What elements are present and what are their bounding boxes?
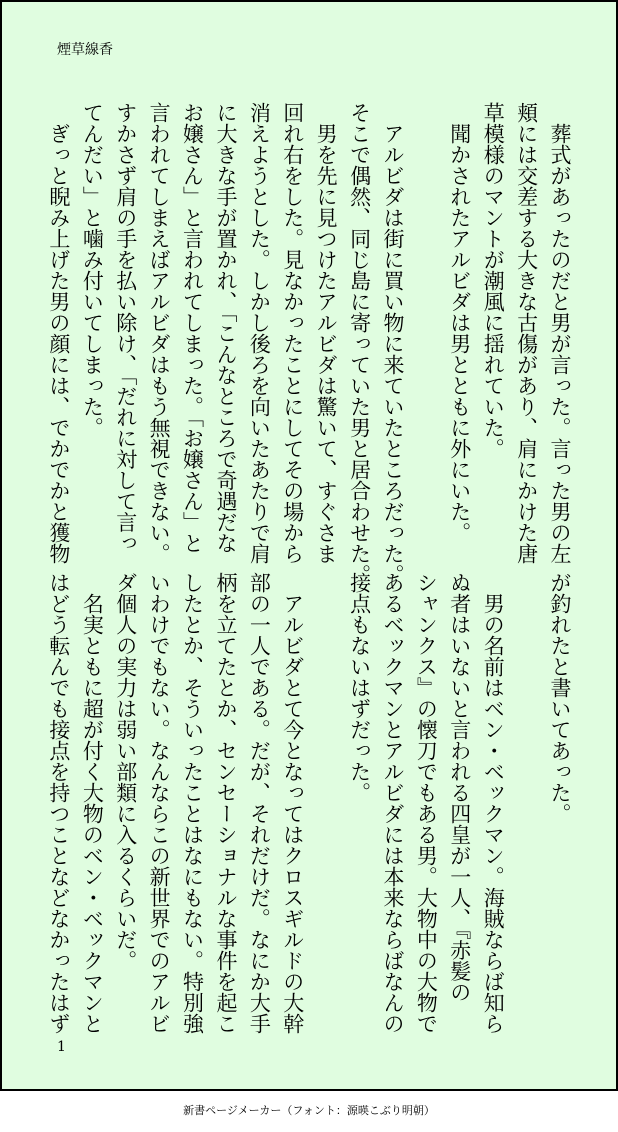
text-line: 柄を立てたとか、センセーショナルな事件を起こ	[213, 572, 238, 1034]
text-line: いわけでもない。なんならこの新世界でのアルビ	[147, 572, 172, 1034]
text-line: 接点もないはずだった。	[347, 572, 372, 803]
text-block-top	[46, 102, 576, 585]
text-line: 頬には交差する大きな古傷があり、肩にかけた唐	[514, 102, 539, 564]
text-line: シャンクス』の懐刀でもある男。大物中の大物で	[414, 572, 439, 1034]
text-line: 言われてしまえばアルビダはもう無視できない。	[147, 102, 172, 564]
text-line: すかさず肩の手を払い除け、「だれに対して言っ	[113, 102, 138, 554]
text-block-bottom	[46, 572, 576, 1034]
text-line: 葬式があったのだと男が言った。言った男の左	[548, 102, 572, 564]
text-line: ぬ者はいないと言われる四皇が一人、『赤髪の	[447, 572, 472, 1003]
text-line: 消えようとした。しかし後ろを向いたあたりで肩	[247, 102, 272, 564]
text-line: ダ個人の実力は弱い部類に入るくらいだ。	[113, 572, 138, 971]
footer-credit: 新書ページメーカー（フォント：源暎こぶり明朝）	[183, 1104, 435, 1117]
text-line: お嬢さん」と言われてしまった。「お嬢さん」と	[180, 102, 205, 554]
blank-line	[509, 572, 542, 1012]
text-line: はどう転んでも接点を持つことなどなかったはず	[46, 572, 71, 1034]
text-line: 男の名前はベン・ベックマン。海賊ならば知ら	[481, 572, 506, 1034]
text-line: あるベックマンとアルビダには本来ならばなんの	[380, 572, 405, 1034]
text-line: 男を先に見つけたアルビダは驚いて、すぐさま	[314, 102, 339, 564]
text-line: ぎっと睨み上げた男の顔には、でかでかと獲物	[46, 102, 71, 564]
text-line: 部の一人である。だが、それだけだ。なにか大手	[247, 572, 272, 1034]
text-line: アルビダは街に買い物に来ていたところだった。	[380, 102, 405, 585]
text-line: アルビダとて今となってはクロスギルドの大幹	[280, 572, 305, 1034]
page-number: 1	[57, 1039, 66, 1055]
blank-line	[309, 572, 342, 1012]
text-line: したとか、そういったことはなにもない。特別強	[180, 572, 205, 1034]
text-line: てんだい」と噛み付いてしまった。	[80, 102, 105, 438]
page-header-title: 煙草線香	[57, 42, 113, 58]
blank-line	[409, 102, 442, 542]
text-line: そこで偶然、同じ島に寄っていた男と居合わせた。	[347, 102, 372, 585]
text-line: 名実ともに超が付く大物のベン・ベックマンと	[80, 572, 105, 1034]
text-line: 聞かされたアルビダは男とともに外にいた。	[447, 102, 472, 543]
text-line: 回れ右をした。見なかったことにしてその場から	[280, 102, 305, 564]
text-line: 草模様のマントが潮風に揺れていた。	[481, 102, 506, 459]
text-line: が釣れたと書いてあった。	[548, 572, 572, 824]
text-line: に大きな手が置かれ、「こんなところで奇遇だな	[213, 102, 238, 554]
